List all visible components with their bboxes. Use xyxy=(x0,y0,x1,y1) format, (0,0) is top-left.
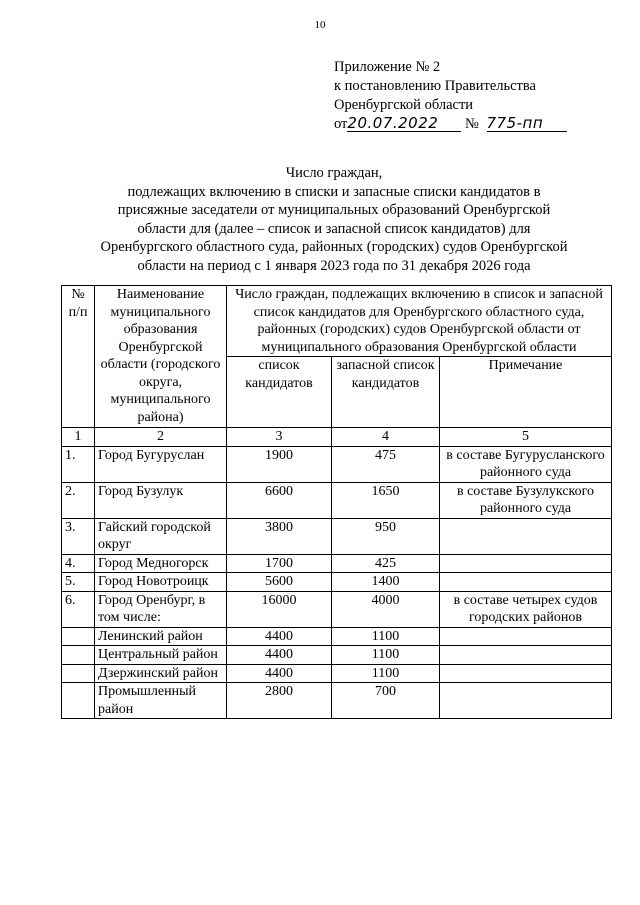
number-prefix: № xyxy=(465,116,479,132)
row-name: Город Медногорск xyxy=(95,554,227,573)
row-reserve-count: 950 xyxy=(332,518,440,554)
row-name: Центральный район xyxy=(95,646,227,665)
row-num: 1. xyxy=(62,446,95,482)
row-reserve-count: 1650 xyxy=(332,482,440,518)
handwritten-number: 775-пп xyxy=(487,116,567,132)
row-reserve-count: 1100 xyxy=(332,646,440,665)
row-list-count: 4400 xyxy=(227,627,332,646)
title-line-1: Число граждан, xyxy=(285,165,383,181)
row-list-count: 1900 xyxy=(227,446,332,482)
row-name: Город Бузулук xyxy=(95,482,227,518)
table-row xyxy=(62,591,612,627)
row-note xyxy=(440,627,612,646)
column-number: 5 xyxy=(440,428,612,447)
title-line-3: присяжные заседатели от муниципальных образований Оренбургской xyxy=(117,202,551,219)
row-reserve-count: 1400 xyxy=(332,573,440,592)
page-number: 10 xyxy=(314,19,326,31)
document-title xyxy=(60,164,608,276)
row-num: 3. xyxy=(62,518,95,554)
row-num xyxy=(62,646,95,665)
table-row xyxy=(62,573,612,592)
row-name: Гайский городской округ xyxy=(95,518,227,554)
row-reserve-count: 475 xyxy=(332,446,440,482)
row-list-count: 4400 xyxy=(227,664,332,683)
table-row xyxy=(62,627,612,646)
row-note xyxy=(440,518,612,554)
candidates-table xyxy=(61,285,612,719)
title-line-5: Оренбургского областного суда, районных (городских) судов Оренбургской xyxy=(100,239,568,256)
row-note xyxy=(440,683,612,719)
appendix-block xyxy=(334,58,624,134)
header-num: № п/п xyxy=(62,286,95,428)
row-num xyxy=(62,664,95,683)
row-num xyxy=(62,683,95,719)
row-list-count: 16000 xyxy=(227,591,332,627)
row-name: Промышленный район xyxy=(95,683,227,719)
row-name: Город Бугуруслан xyxy=(95,446,227,482)
date-prefix: от xyxy=(334,116,348,132)
appendix-line-2: к постановлению Правительства xyxy=(334,78,536,94)
table-row xyxy=(62,683,612,719)
row-num: 2. xyxy=(62,482,95,518)
title-line-2: подлежащих включению в списки и запасные списки кандидатов в xyxy=(127,183,541,200)
table-row xyxy=(62,554,612,573)
row-num: 5. xyxy=(62,573,95,592)
row-list-count: 3800 xyxy=(227,518,332,554)
appendix-date-line xyxy=(334,115,624,134)
table-row xyxy=(62,664,612,683)
header-list: список кандидатов xyxy=(227,357,332,428)
appendix-line-1: Приложение № 2 xyxy=(334,59,441,75)
row-list-count: 4400 xyxy=(227,646,332,665)
row-name: Ленинский район xyxy=(95,627,227,646)
column-number-row xyxy=(62,428,612,447)
handwritten-date: 20.07.2022 xyxy=(347,116,461,132)
row-list-count: 1700 xyxy=(227,554,332,573)
row-note: в составе четырех судов городских районов xyxy=(440,591,612,627)
row-reserve-count: 1100 xyxy=(332,627,440,646)
table-row xyxy=(62,446,612,482)
table-row xyxy=(62,518,612,554)
row-name: Город Оренбург, в том числе: xyxy=(95,591,227,627)
row-name: Город Новотроицк xyxy=(95,573,227,592)
header-note: Примечание xyxy=(440,357,612,428)
title-line-4: области для (далее – список и запасной список кандидатов) для xyxy=(137,220,531,237)
column-number: 1 xyxy=(62,428,95,447)
row-reserve-count: 1100 xyxy=(332,664,440,683)
row-note xyxy=(440,646,612,665)
header-reserve: запасной список кандидатов xyxy=(332,357,440,428)
row-name: Дзержинский район xyxy=(95,664,227,683)
row-note: в составе Бугурусланского районного суда xyxy=(440,446,612,482)
header-name: Наименование муниципального образования Оренбургской области (городского округа, муниципального района) xyxy=(95,286,227,428)
row-note xyxy=(440,664,612,683)
row-num: 6. xyxy=(62,591,95,627)
row-note: в составе Бузулукского районного суда xyxy=(440,482,612,518)
row-list-count: 6600 xyxy=(227,482,332,518)
row-reserve-count: 700 xyxy=(332,683,440,719)
column-number: 2 xyxy=(95,428,227,447)
row-list-count: 5600 xyxy=(227,573,332,592)
row-list-count: 2800 xyxy=(227,683,332,719)
row-reserve-count: 4000 xyxy=(332,591,440,627)
row-reserve-count: 425 xyxy=(332,554,440,573)
row-num: 4. xyxy=(62,554,95,573)
row-note xyxy=(440,573,612,592)
table-row xyxy=(62,482,612,518)
column-number: 3 xyxy=(227,428,332,447)
column-number: 4 xyxy=(332,428,440,447)
appendix-line-3: Оренбургской области xyxy=(334,97,474,113)
table-row xyxy=(62,646,612,665)
row-note xyxy=(440,554,612,573)
title-line-6: области на период с 1 января 2023 года по 31 декабря 2026 года xyxy=(137,257,531,274)
row-num xyxy=(62,627,95,646)
table-header-row xyxy=(62,286,612,357)
header-group: Число граждан, подлежащих включению в список и запасной список кандидатов для Оренбургского областного суда, районных (городских) судов Оренбургской области от муниципального образования Оренбургской области xyxy=(227,286,612,357)
